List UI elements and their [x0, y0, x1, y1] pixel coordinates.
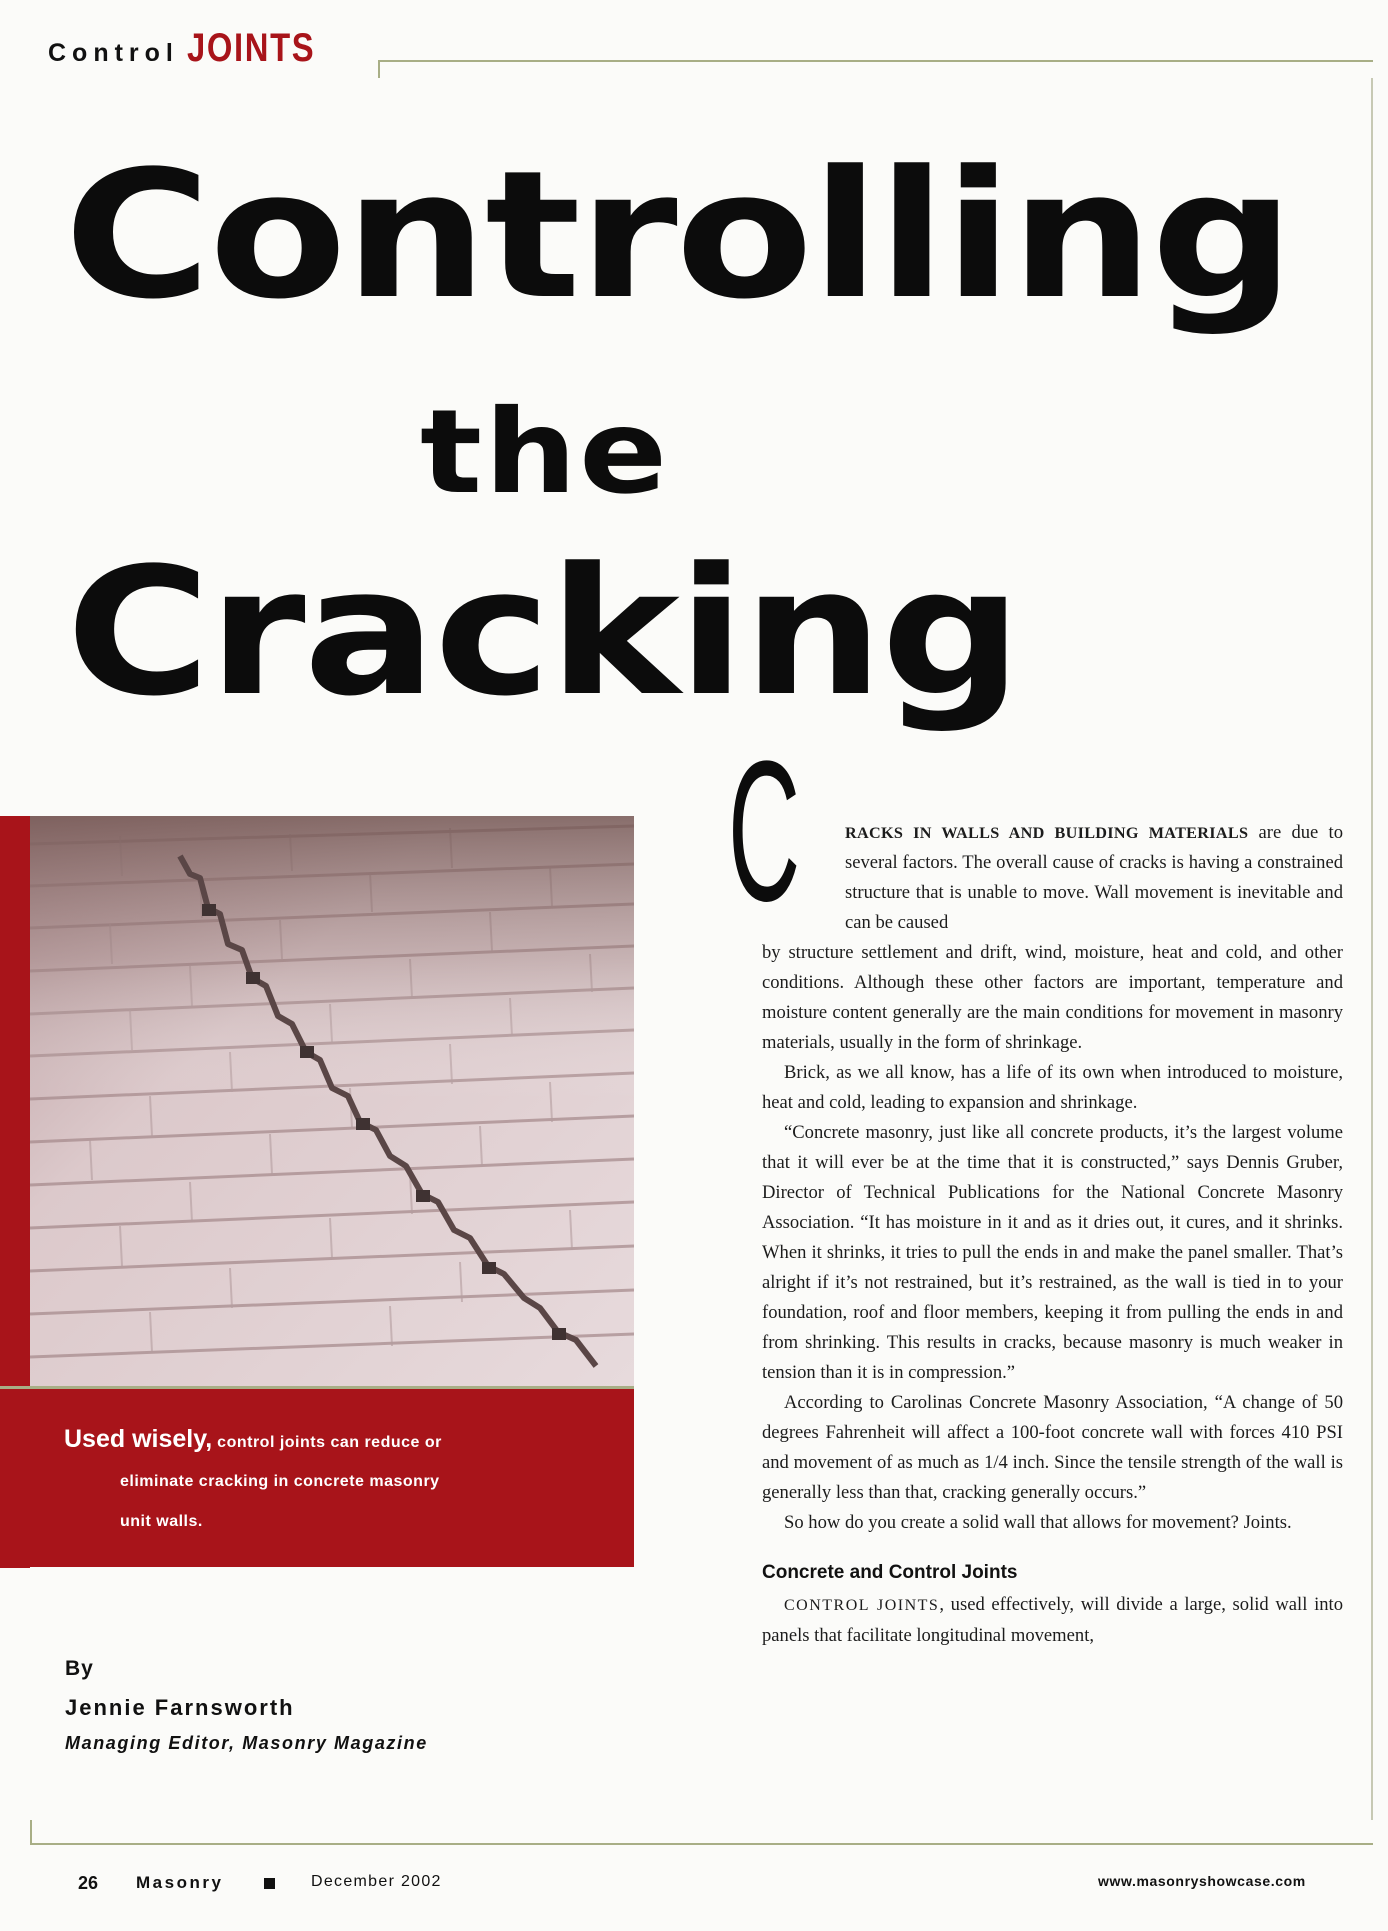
paragraph-1-continued: by structure settlement and drift, wind, moisture, heat and cold, and other conditions. Although these other factors are important, temperature and moisture content generally are the main conditions for movement in masonry materials, usually in the form of shrinkage. — [762, 942, 1343, 1053]
paragraph-6 — [762, 1590, 1343, 1651]
byline — [65, 1657, 428, 1754]
website-url[interactable]: www.masonryshowcase.com — [1098, 1873, 1306, 1889]
headline-line-2: the — [420, 385, 670, 520]
right-rule — [1371, 78, 1373, 1820]
top-rule — [378, 60, 1373, 62]
caption-lead: Used wisely, — [64, 1425, 213, 1453]
paragraph-4: According to Carolinas Concrete Masonry Association, “A change of 50 degrees Fahrenheit will affect a 100-foot concrete wall with forces 410 PSI and movement of as much as 1/4 inch. Since the tensile strength of the wall is generally less than that, cracking generally occurs.” — [762, 1392, 1343, 1503]
paragraph-5: So how do you create a solid wall that allows for movement? Joints. — [784, 1512, 1292, 1533]
page-number: 26 — [78, 1873, 99, 1893]
top-rule-corner — [378, 60, 380, 78]
lead-caps: RACKS IN WALLS AND BUILDING MATERIALS — [845, 824, 1249, 842]
section-label-light: Control — [48, 39, 179, 67]
paragraph-3: “Concrete masonry, just like all concrete products, it’s the largest volume that it will ever be at the time that it is constructed,” says Dennis Gruber, Director of Technical Publications for the National Concrete Masonry Association. “It has moisture in it and as it dries out, it cures, and it shrinks. When it shrinks, it tries to pull the ends in and make the panel smaller. That’s alright if it’s not restrained, but it’s restrained, as the wall is tied in to your foundation, roof and floor members, keeping it from pulling the ends in and from shrinking. This results in cracks, because masonry is much weaker in tension than it is in compression.” — [762, 1122, 1343, 1383]
caption-line-2: eliminate cracking in concrete masonry — [120, 1473, 440, 1490]
footer-square-icon — [264, 1878, 275, 1889]
photo-caption — [30, 1389, 634, 1567]
paragraph-6-caps: CONTROL JOINTS — [784, 1597, 940, 1614]
wall-illustration — [30, 816, 634, 1386]
subhead: Concrete and Control Joints — [762, 1562, 1018, 1583]
caption-line-1 — [64, 1425, 442, 1454]
lead-rest: are due to several factors. The overall cause of cracks is having a constrained structure that is unable to move. Wall movement is inevitable and can be caused — [845, 822, 1344, 933]
headline-line-1: Controlling — [64, 133, 1293, 338]
headline-line-3: Cracking — [66, 530, 1020, 735]
magazine-name: Masonry — [136, 1873, 224, 1892]
byline-by: By — [65, 1657, 94, 1680]
red-accent-strip — [0, 816, 30, 1568]
author-title: Managing Editor, Masonry Magazine — [65, 1733, 428, 1753]
issue-date: December 2002 — [311, 1873, 442, 1890]
article-lead-paragraph — [845, 818, 1343, 938]
article-body — [762, 938, 1343, 1651]
bottom-rule-corner — [30, 1820, 32, 1843]
author-name: Jennie Farnsworth — [65, 1695, 295, 1720]
section-label — [48, 26, 343, 71]
paragraph-6-rest: , used effectively, will divide a large, solid wall into panels that facilitate longitudinal movement, — [762, 1594, 1343, 1646]
caption-rest: control joints can reduce or — [212, 1434, 442, 1451]
drop-cap: C — [728, 720, 801, 943]
bottom-rule — [30, 1843, 1373, 1845]
caption-line-3: unit walls. — [120, 1513, 203, 1530]
cracked-wall-photo — [30, 816, 634, 1386]
paragraph-2: Brick, as we all know, has a life of its own when introduced to moisture, heat and cold, leading to expansion and shrinkage. — [762, 1062, 1343, 1113]
section-label-bold: JOINTS — [186, 26, 316, 70]
